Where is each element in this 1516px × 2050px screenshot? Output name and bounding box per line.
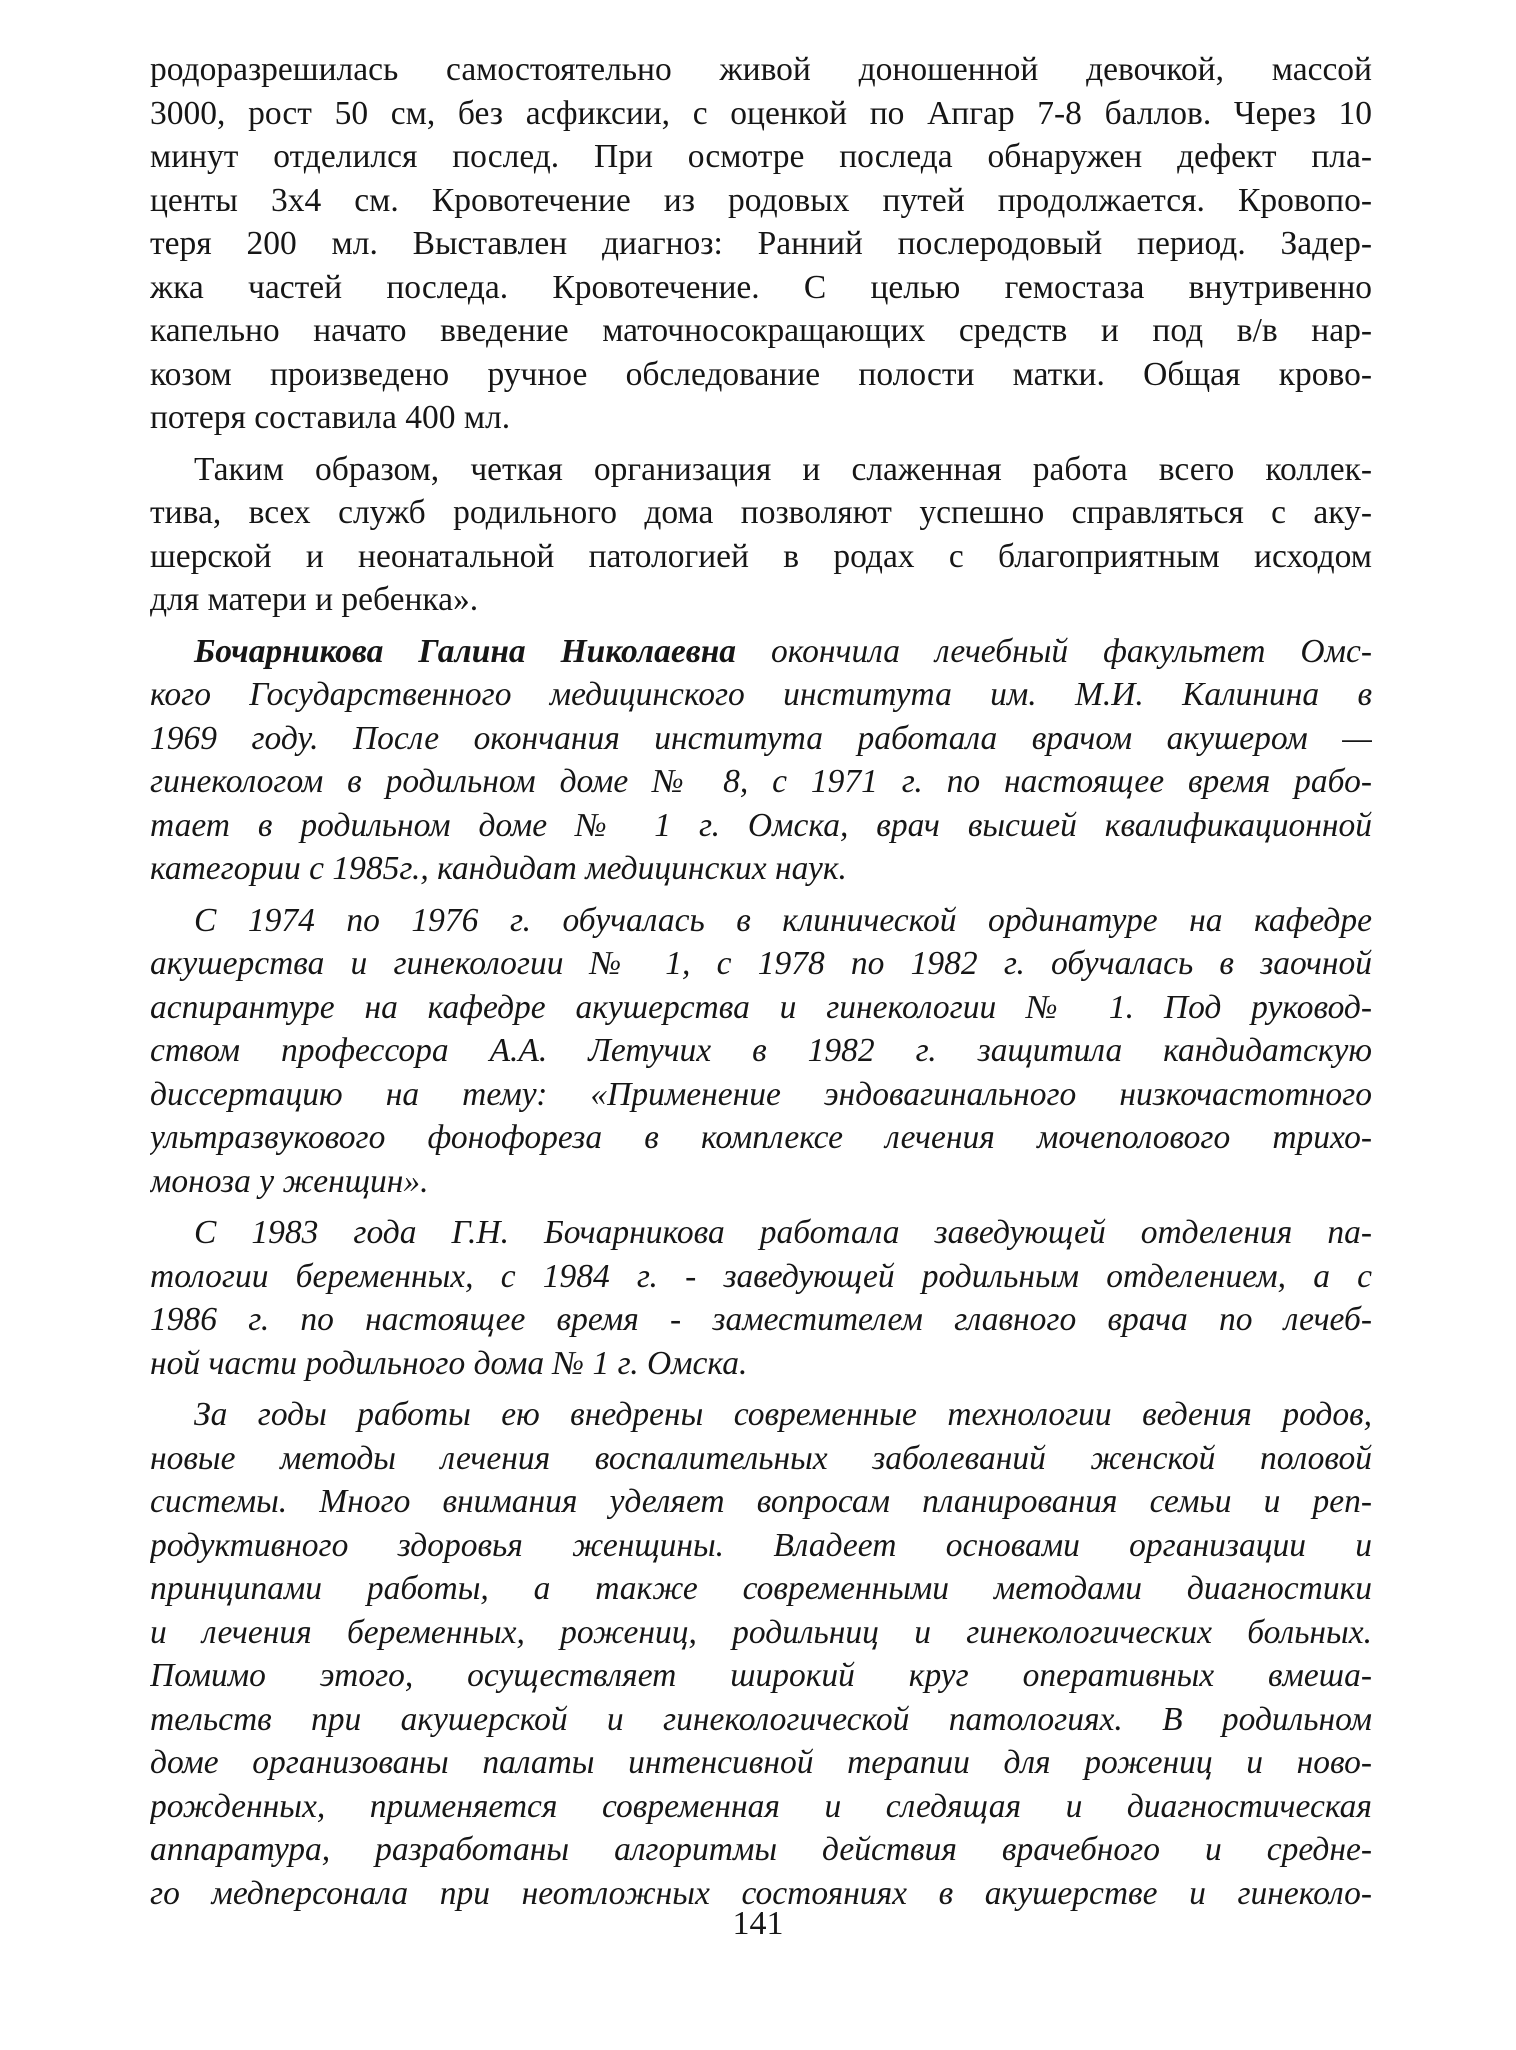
text-line: кого Государственного медицинского института им. М.И. Калинина в: [150, 676, 1372, 713]
text-line: [150, 630, 1372, 674]
text-line: С 1983 года Г.Н. Бочарникова работала заведующей отделения па-: [194, 1214, 1372, 1251]
text-line: и лечения беременных, рожениц, родильниц и гинекологических больных.: [150, 1613, 1372, 1651]
text-line: тива, всех служб родильного дома позволяют успешно справляться с аку-: [150, 494, 1372, 531]
text-line: новые методы лечения воспалительных заболеваний женской половой: [150, 1439, 1372, 1477]
text-line: ной части родильного дома № 1 г. Омска.: [150, 1344, 748, 1382]
text-line: доме организованы палаты интенсивной терапии для рожениц и ново-: [150, 1744, 1372, 1781]
text-line: За годы работы ею внедрены современные технологии ведения родов,: [194, 1396, 1372, 1433]
text-line: С 1974 по 1976 г. обучалась в клинической ординатуре на кафедре: [194, 901, 1372, 939]
text-line: категории с 1985г., кандидат медицинских наук.: [150, 850, 847, 887]
text-line: гинекологом в родильном доме № 8, с 1971 г. по настоящее время рабо-: [150, 763, 1372, 800]
text-line: теря 200 мл. Выставлен диагноз: Ранний послеродовый период. Задер-: [150, 225, 1372, 262]
text-line: для матери и ребенка».: [150, 581, 479, 618]
text-line: аспирантуре на кафедре акушерства и гинекологии № 1. Под руковод-: [150, 988, 1372, 1026]
text-line: системы. Много внимания уделяет вопросам планирования семьи и реп-: [150, 1483, 1372, 1520]
text-line: козом произведено ручное обследование полости матки. Общая крово-: [150, 355, 1372, 393]
text-line: 1969 году. После окончания института работала врачом акушером —: [150, 719, 1372, 757]
text-line: Помимо этого, осуществляет широкий круг оперативных вмеша-: [150, 1657, 1372, 1694]
text-line: жка частей последа. Кровотечение. С целью гемостаза внутривенно: [150, 268, 1372, 306]
text-line: Таким образом, четкая организация и слаженная работа всего коллек-: [194, 450, 1372, 488]
paragraph-conclusion: [150, 448, 1372, 622]
page-number: 141: [732, 1905, 784, 1942]
text-line: принципами работы, а также современными методами диагностики: [150, 1570, 1372, 1607]
text-line: 1986 г. по настоящее время - заместителем главного врача по лечеб-: [150, 1301, 1372, 1338]
text-line: минут отделился послед. При осмотре последа обнаружен дефект пла-: [150, 138, 1372, 175]
text-line: тает в родильном доме № 1 г. Омска, врач высшей квалификационной: [150, 806, 1372, 844]
text-line: родуктивного здоровья женщины. Владеет основами организации и: [150, 1526, 1372, 1564]
text-line: ультразвукового фонофореза в комплексе лечения мочеполового трихо-: [150, 1119, 1372, 1156]
text-line: рожденных, применяется современная и следящая и диагностическая: [150, 1787, 1372, 1825]
text-line: потеря составила 400 мл.: [150, 399, 511, 436]
text-line: го медперсонала при неотложных состояниях в акушерстве и гинеколо-: [150, 1874, 1372, 1912]
paragraph-education: [150, 899, 1372, 1204]
text-line: капельно начато введение маточносокращающих средств и под в/в нар-: [150, 312, 1372, 349]
text-line: центы 3х4 см. Кровотечение из родовых путей продолжается. Кровопо-: [150, 181, 1372, 219]
text-line: ством профессора А.А. Летучих в 1982 г. защитила кандидатскую: [150, 1032, 1372, 1069]
paragraph-case-report: [150, 48, 1372, 440]
text-line: аппаратура, разработаны алгоритмы действия врачебного и средне-: [150, 1831, 1372, 1868]
text-line: тельств при акушерской и гинекологической патологиях. В родильном: [150, 1700, 1372, 1738]
paragraph-career: [150, 1211, 1372, 1385]
text-line: шерской и неонатальной патологией в родах с благоприятным исходом: [150, 537, 1372, 575]
paragraph-biography: [150, 630, 1372, 891]
text-line: диссертацию на тему: «Применение эндовагинального низкочастотного: [150, 1075, 1372, 1113]
text-line: 3000, рост 50 см, без асфиксии, с оценкой по Апгар 7-8 баллов. Через 10: [150, 94, 1372, 132]
person-name: Бочарникова Галина Николаевна: [194, 632, 737, 670]
text-line: тологии беременных, с 1984 г. - заведующей родильным отделением, а с: [150, 1257, 1372, 1295]
text-line: родоразрешилась самостоятельно живой доношенной девочкой, массой: [150, 51, 1372, 88]
text-fragment: окончила лечебный факультет Омс-: [736, 632, 1372, 670]
text-line: моноза у женщин».: [150, 1162, 429, 1200]
paragraph-achievements: [150, 1393, 1372, 1915]
text-line: акушерства и гинекологии № 1, с 1978 по 1982 г. обучалась в заочной: [150, 945, 1372, 982]
